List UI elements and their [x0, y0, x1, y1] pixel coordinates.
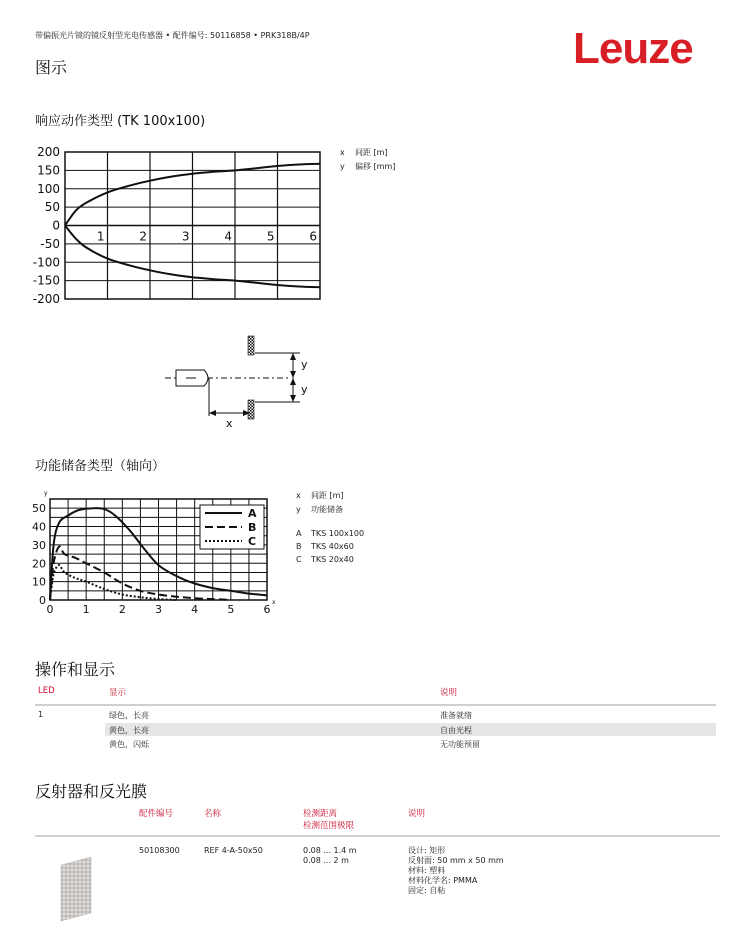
chart1-x-tick: 1 [96, 229, 105, 244]
chart1-x-tick: 2 [139, 229, 147, 244]
leuze-logo: Leuze [573, 24, 693, 73]
legend-key-y: y [296, 505, 301, 514]
document-title: 带偏振光片镜的镜反射型光电传感器 • 配件编号: 50116858 • PRK318B/4P [35, 31, 310, 40]
meaning-row-1: 准备就绪 [440, 711, 472, 720]
legend-text-x: 间距 [m] [355, 148, 388, 157]
col-header-range1: 检测距离 [303, 809, 338, 819]
col-header-display: 显示 [109, 688, 127, 698]
desc-line-4: 材料化学名: PMMA [408, 876, 478, 885]
meaning-row-2: 自由光程 [440, 726, 472, 735]
display-row-1: 绿色，长亮 [109, 711, 149, 720]
legend-key-x: x [296, 491, 301, 500]
chart2-y-tick: 50 [32, 502, 46, 516]
reflector-bottom-icon [248, 400, 254, 419]
reflectors-header-divider [35, 835, 720, 837]
chart1-title: 响应动作类型 (TK 100x100) [35, 114, 206, 129]
chart2-x-tick: 6 [263, 603, 271, 616]
chart2-legend-c [296, 555, 364, 564]
chart1-legend [340, 147, 395, 172]
chart2-x-ticks [47, 603, 271, 616]
col-header-desc: 说明 [408, 809, 426, 819]
legend-text-y: 偏移 [mm] [355, 162, 396, 171]
chart1-x-tick: 6 [309, 229, 317, 244]
legend-label-b: B [248, 521, 257, 534]
reflector-range: 0.08 ... 1.4 m [303, 846, 357, 855]
legend-text-c: TKS 20x40 [311, 555, 354, 564]
chart2-legend [296, 490, 364, 564]
desc-line-1: 设计: 矩形 [408, 846, 446, 855]
chart2-axis-y-letter: y [44, 490, 48, 497]
legend-key-x: x [340, 148, 345, 157]
chart1-x-tick: 4 [224, 229, 232, 244]
chart1-y-tick: 100 [37, 181, 60, 196]
chart1-y-tick: 200 [37, 145, 60, 159]
desc-line-3: 材料: 塑料 [408, 866, 446, 875]
chart2-x-tick: 0 [46, 603, 54, 616]
chart1-y-tick: 0 [52, 218, 60, 233]
col-header-name: 名称 [204, 809, 222, 819]
chart2-x-tick: 5 [227, 603, 235, 616]
reflector-range-limit: 0.08 ... 2 m [303, 856, 349, 865]
reflector-product-image [57, 855, 93, 923]
desc-line-5: 固定: 自粘 [408, 886, 446, 895]
chart2-legend-x [296, 490, 364, 501]
chart2-title: 功能储备类型（轴向） [35, 459, 166, 474]
display-row-3: 黄色，闪烁 [109, 740, 149, 749]
legend-key-y: y [340, 162, 345, 171]
legend-key-b: B [296, 542, 302, 551]
chart1-y-tick: 50 [44, 200, 60, 215]
chart1-y-tick: -50 [40, 236, 60, 251]
legend-label-a: A [248, 507, 257, 520]
chart2-legend-a [296, 529, 364, 538]
col-header-part: 配件编号 [139, 809, 174, 819]
offset-schematic [160, 332, 320, 432]
chart2-x-tick: 3 [155, 603, 162, 616]
chart2-legend-y [296, 504, 364, 515]
legend-text-x: 间距 [m] [311, 491, 344, 500]
chart1-legend-y [340, 161, 395, 172]
chart1-y-tick: -150 [32, 273, 60, 288]
response-chart [30, 142, 330, 307]
chart1-x-ticks [97, 230, 317, 244]
col-header-meaning: 说明 [440, 688, 458, 698]
chart1-y-ticks [33, 145, 60, 306]
operation-header-divider [35, 704, 716, 706]
legend-text-b: TKS 40x60 [311, 542, 354, 551]
y-label-top: y [301, 358, 308, 371]
reflector-part-number: 50108300 [139, 846, 180, 855]
legend-key-a: A [296, 529, 302, 538]
desc-line-2: 反射面: 50 mm x 50 mm [408, 856, 504, 865]
chart2-legend-b [296, 542, 364, 551]
chart2-axis-x-letter: x [272, 599, 276, 606]
reflector-top-icon [248, 336, 254, 355]
chart2-y-tick: 40 [32, 520, 46, 534]
x-label: x [226, 417, 233, 430]
chart1-x-tick: 3 [181, 229, 190, 244]
col-header-led: LED [38, 686, 55, 696]
reflectors-title: 反射器和反光膜 [35, 782, 148, 801]
row-shade [105, 723, 716, 736]
function-reserve-chart [30, 485, 285, 620]
section-title-diagrams: 图示 [35, 58, 68, 77]
chart2-x-tick: 1 [82, 603, 90, 616]
operation-title: 操作和显示 [35, 660, 116, 679]
legend-text-a: TKS 100x100 [311, 529, 365, 538]
chart1-y-tick: -100 [32, 255, 60, 270]
chart2-x-tick: 4 [191, 603, 199, 616]
meaning-row-3: 无功能预留 [440, 740, 480, 749]
display-row-2: 黄色，长亮 [109, 726, 149, 735]
chart2-inset-legend [200, 505, 264, 549]
chart2-y-tick: 30 [32, 538, 46, 552]
legend-label-c: C [248, 535, 257, 548]
chart1-y-tick: -200 [32, 292, 60, 306]
col-header-range2: 检测范围极限 [303, 821, 355, 831]
chart2-y-tick: 10 [32, 575, 46, 589]
chart1-y-tick: 150 [37, 163, 60, 178]
chart2-x-tick: 2 [118, 603, 126, 616]
reflector-name: REF 4-A-50x50 [204, 846, 263, 855]
chart2-y-tick: 20 [32, 557, 46, 571]
chart1-legend-x [340, 147, 395, 158]
reflector-description [408, 846, 504, 896]
chart2-y-tick: 0 [39, 594, 46, 607]
legend-key-c: C [296, 555, 302, 564]
legend-text-y: 功能储备 [311, 505, 343, 514]
y-label-bottom: y [301, 383, 308, 396]
chart2-series-C [50, 565, 177, 600]
chart2-y-ticks [32, 502, 46, 607]
led-number: 1 [38, 710, 44, 719]
chart1-x-tick: 5 [266, 229, 275, 244]
